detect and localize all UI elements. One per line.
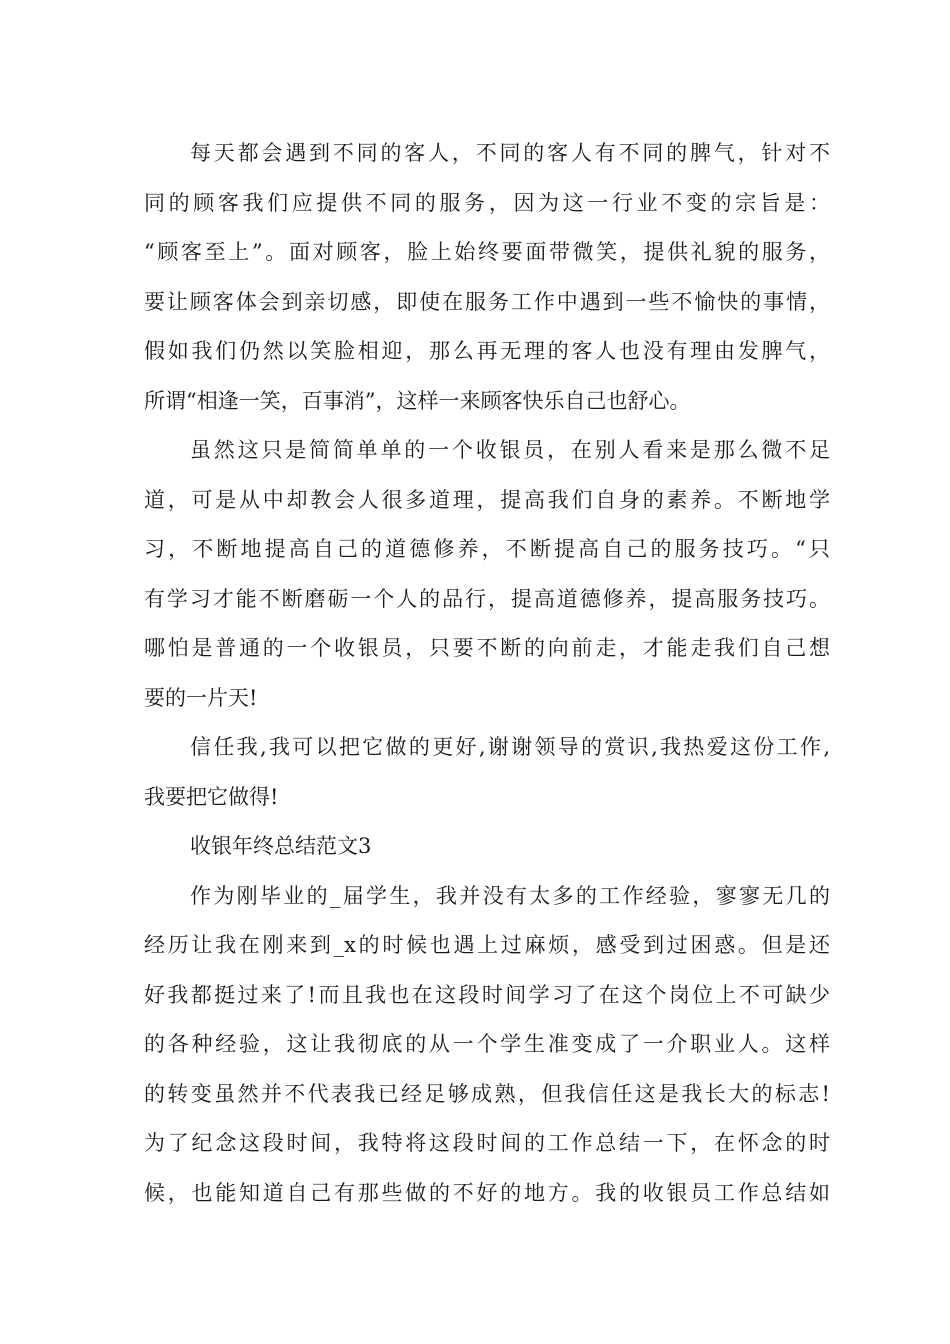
paragraph-line: 道，可是从中却教会人很多道理，提高我们自身的素养。不断地学: [144, 487, 830, 512]
paragraph-line: 每天都会遇到不同的客人，不同的客人有不同的脾气，针对不: [190, 141, 830, 165]
document-body: [144, 129, 830, 1218]
section-heading: 收银年终总结范文3: [190, 834, 372, 858]
paragraph-line: 候，也能知道自己有那些做的不好的地方。我的收银员工作总结如: [144, 1180, 830, 1205]
paragraph-line: 的转变虽然并不代表我已经足够成熟，但我信任这是我长大的标志!: [144, 1081, 830, 1106]
paragraph-line: 经历让我在刚来到_x的时候也遇上过麻烦，感受到过困惑。但是还: [144, 933, 830, 957]
paragraph-line: 哪怕是普通的一个收银员，只要不断的向前走，才能走我们自己想: [144, 636, 830, 660]
paragraph-line: 要让顾客体会到亲切感，即使在服务工作中遇到一些不愉快的事情，: [144, 289, 830, 314]
paragraph-line: 为了纪念这段时间，我特将这段时间的工作总结一下，在怀念的时: [144, 1131, 830, 1155]
paragraph-4: [144, 872, 830, 1219]
paragraph-line: 假如我们仍然以笑脸相迎，那么再无理的客人也没有理由发脾气，: [144, 339, 830, 363]
paragraph-line: 的各种经验，这让我彻底的从一个学生准变成了一介职业人。这样: [144, 1032, 830, 1056]
paragraph-line: 同的顾客我们应提供不同的服务，因为这一行业不变的宗旨是：: [144, 190, 830, 215]
paragraph-line: 虽然这只是简简单单的一个收银员，在别人看来是那么微不足: [190, 438, 830, 462]
paragraph-line: 我要把它做得!: [144, 784, 279, 809]
paragraph-line: 有学习才能不断磨砺一个人的品行，提高道德修养，提高服务技巧。: [144, 586, 830, 611]
paragraph-line: 好我都挺过来了!而且我也在这段时间学习了在这个岗位上不可缺少: [144, 982, 830, 1007]
paragraph-line: 要的一片天!: [144, 685, 258, 710]
paragraph-3: [144, 723, 830, 822]
paragraph-2: [144, 426, 830, 723]
paragraph-line: 信任我,我可以把它做的更好,谢谢领导的赏识,我热爱这份工作,: [190, 735, 830, 759]
paragraph-1: [144, 129, 830, 426]
paragraph-line: 所谓“相逢一笑，百事消”，这样一来顾客快乐自己也舒心。: [144, 388, 691, 413]
paragraph-line: 习，不断地提高自己的道德修养，不断提高自己的服务技巧。“只: [144, 537, 830, 561]
paragraph-line: 作为刚毕业的_届学生，我并没有太多的工作经验，寥寥无几的: [190, 883, 830, 908]
paragraph-line: “顾客至上”。面对顾客，脸上始终要面带微笑，提供礼貌的服务，: [144, 240, 830, 264]
